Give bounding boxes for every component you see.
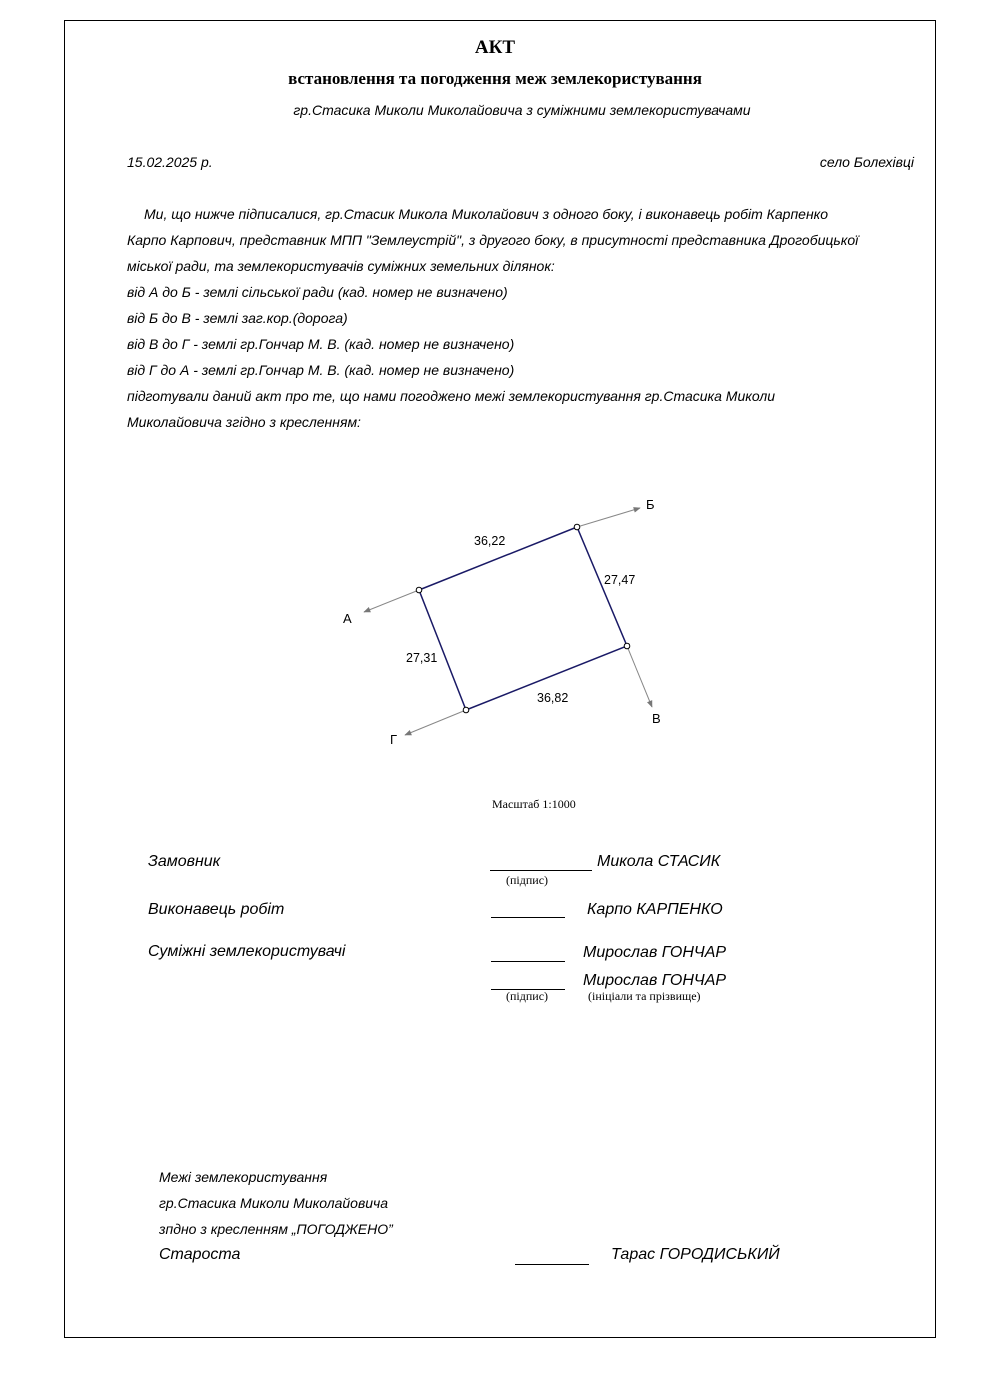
direction-arrow-v bbox=[627, 646, 652, 707]
body-line: підготували даний акт про те, що нами погоджено межі землекористування гр.Стасика Миколи bbox=[127, 388, 776, 404]
body-line: Ми, що нижче підписалися, гр.Стасик Микола Миколайович з одного боку, і виконавець робіт Карпенко bbox=[144, 206, 829, 222]
approval-line: гр.Стасика Миколи Миколайовича bbox=[159, 1195, 389, 1211]
drawing-scale: Масштаб 1:1000 bbox=[492, 797, 576, 811]
document-date: 15.02.2025 р. bbox=[127, 154, 213, 170]
approval-line: Межі землекористування bbox=[159, 1169, 328, 1185]
contractor-name: Карпо КАРПЕНКО bbox=[587, 901, 723, 918]
vertex-b bbox=[574, 524, 580, 530]
document-subtitle: встановлення та погодження меж землекористування bbox=[288, 69, 702, 88]
body-line: Миколайовича згідно з кресленням: bbox=[127, 414, 361, 430]
signature-hint: (підпис) bbox=[506, 873, 549, 887]
parcel-polygon bbox=[419, 527, 627, 710]
neighbor2-name: Мирослав ГОНЧАР bbox=[583, 972, 727, 989]
body-line: від А до Б - землі сільської ради (кад. номер не визначено) bbox=[127, 284, 508, 300]
customer-name: Микола СТАСИК bbox=[597, 853, 721, 870]
approval-signature-line bbox=[515, 1264, 589, 1265]
body-line: від Г до А - землі гр.Гончар М. В. (кад. номер не визначено) bbox=[127, 362, 515, 378]
point-label-b: Б bbox=[646, 497, 655, 512]
point-label-a: А bbox=[343, 611, 352, 626]
side-length-ga: 27,31 bbox=[406, 651, 438, 665]
side-length-vg: 36,82 bbox=[537, 691, 569, 705]
direction-arrow-b bbox=[577, 508, 640, 527]
customer-label: Замовник bbox=[148, 853, 221, 870]
point-label-g: Г bbox=[390, 732, 398, 747]
document-subject: гр.Стасика Миколи Миколайовича з суміжними землекористувачами bbox=[293, 102, 751, 118]
vertex-g bbox=[463, 707, 469, 713]
body-line: від Б до В - землі заг.кор.(дорога) bbox=[127, 310, 348, 326]
contractor-signature-line bbox=[491, 917, 565, 918]
neighbor1-name: Мирослав ГОНЧАР bbox=[583, 944, 727, 961]
customer-signature-line bbox=[490, 870, 592, 871]
vertex-v bbox=[624, 643, 630, 649]
side-length-ab: 36,22 bbox=[474, 534, 506, 548]
neighbor1-signature-line bbox=[491, 961, 565, 962]
body-line: Карпо Карпович, представник МПП "Землеустрій", з другого боку, в присутності представника Дрогобицької bbox=[127, 232, 859, 248]
side-length-bv: 27,47 bbox=[604, 573, 636, 587]
approval-role: Староста bbox=[159, 1246, 241, 1263]
contractor-label: Виконавець робіт bbox=[148, 901, 285, 918]
document-title: АКТ bbox=[474, 37, 516, 58]
vertex-a bbox=[416, 587, 422, 593]
document-place: село Болехівці bbox=[819, 154, 914, 170]
approval-name: Тарас ГОРОДИСЬКИЙ bbox=[611, 1246, 780, 1263]
approval-line: зпдно з кресленням „ПОГОДЖЕНО” bbox=[159, 1221, 393, 1237]
body-line: міської ради, та землекористувачів суміжних земельних ділянок: bbox=[127, 258, 555, 274]
point-label-v: В bbox=[652, 711, 661, 726]
neighbors-label: Суміжні землекористувачі bbox=[148, 943, 346, 960]
name-hint: (ініціали та прізвище) bbox=[588, 989, 701, 1003]
direction-arrow-a bbox=[364, 590, 419, 612]
body-line: від В до Г - землі гр.Гончар М. В. (кад. номер не визначено) bbox=[127, 336, 515, 352]
signature-hint: (підпис) bbox=[506, 989, 549, 1003]
direction-arrow-g bbox=[405, 710, 466, 735]
